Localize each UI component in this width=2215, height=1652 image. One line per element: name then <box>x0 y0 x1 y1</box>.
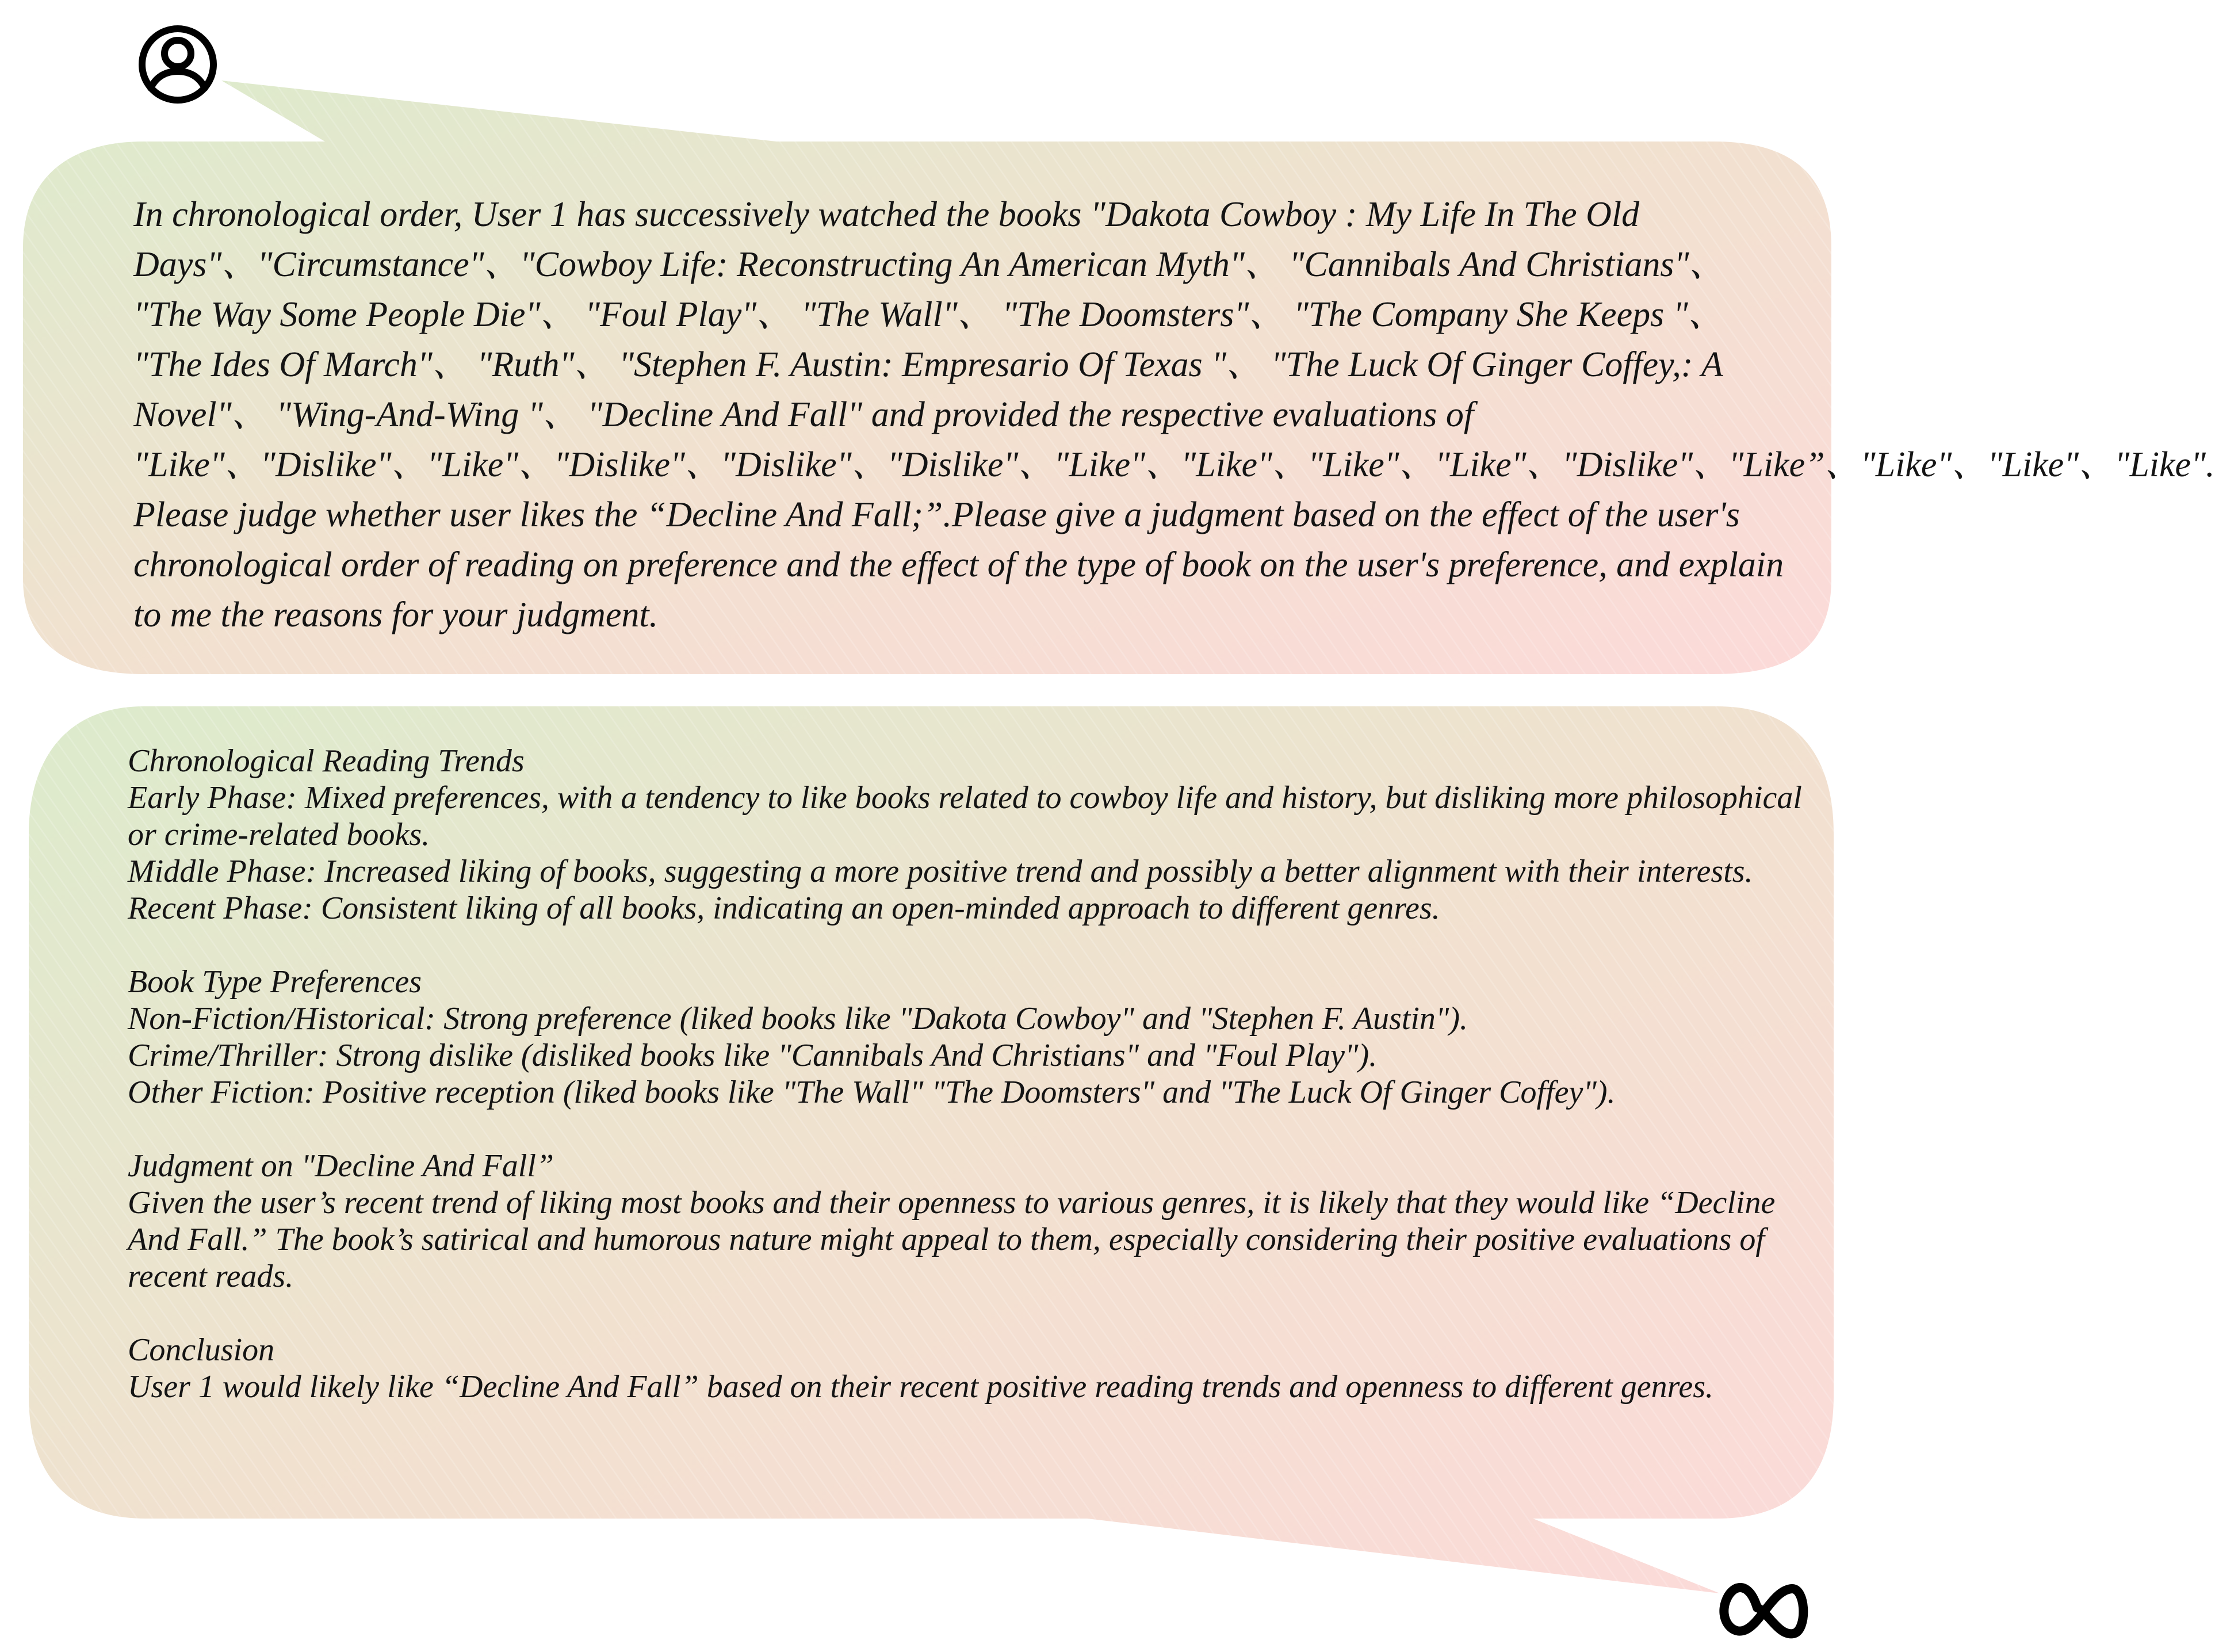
section-heading: Chronological Reading Trends <box>128 743 525 779</box>
response-line: Crime/Thriller: Strong dislike (disliked books like "Cannibals And Christians" and "Foul Play"). <box>128 1038 1378 1073</box>
response-line: Other Fiction: Positive reception (liked books like "The Wall" "The Doomsters" and "The Luck Of Ginger Coffey"). <box>128 1074 1616 1110</box>
user-avatar-icon <box>142 29 213 100</box>
response-line: Recent Phase: Consistent liking of all books, indicating an open-minded approach to different genres. <box>128 890 1440 926</box>
response-section-judgment <box>128 1148 1824 1295</box>
response-section-conclusion <box>128 1332 1824 1405</box>
assistant-response <box>128 743 1824 1405</box>
response-line: User 1 would likely like “Decline And Fall” based on their recent positive reading trends and openness to different genres. <box>128 1369 1714 1405</box>
meta-logo-icon <box>1724 1588 1803 1634</box>
response-line: Early Phase: Mixed preferences, with a tendency to like books related to cowboy life and history, but disliking more philosophical or crime-related books. <box>128 780 1802 852</box>
response-line: Middle Phase: Increased liking of books, suggesting a more positive trend and possibly a better alignment with their interests. <box>128 854 1753 889</box>
response-line: Non-Fiction/Historical: Strong preference (liked books like "Dakota Cowboy" and "Stephen F. Austin"). <box>128 1001 1468 1037</box>
response-section-reading-trends <box>128 743 1824 927</box>
section-heading: Conclusion <box>128 1332 275 1368</box>
section-heading: Judgment on "Decline And Fall” <box>128 1148 554 1184</box>
user-message-text: In chronological order, User 1 has successively watched the books "Dakota Cowboy : My Life In The Old Days"、"Circumstance"、"Cowboy Life: Reconstructing An American Myth"、 "Cannibals And Christians"、 "The Way Some People Die"、 "Foul Play"、 "The Wall"、 "The Doomsters"、 "The Company She Keeps "、 "The Ides Of March"、 "Ruth"、 "Stephen F. Austin: Empresario Of Texas "、 "The Luck Of Ginger Coffey,: A Novel"、 "Wing-And-Wing "、 "Decline And Fall" and provided the respective evaluations of "Like"、"Dislike"、"Like"、"Dislike"、"Dislike"、"Dislike"、"Like"、"Like"、"Like"、"Like"、"Dislike"、"Like”、"Like"、"Like"、"Like". Please judge whether user likes the “Decline And Fall;”.Please give a judgment based on the effect of the user's chronological order of reading on preference and the effect of the type of book on the user's preference, and explain to me the reasons for your judgment. <box>133 195 2215 634</box>
section-heading: Book Type Preferences <box>128 964 422 1000</box>
response-line: Given the user’s recent trend of liking most books and their openness to various genres, it is likely that they would like “Decline And Fall.” The book’s satirical and humorous nature might appeal to them, especially considering their positive evaluations of recent reads. <box>128 1185 1776 1294</box>
response-section-book-type <box>128 963 1824 1111</box>
